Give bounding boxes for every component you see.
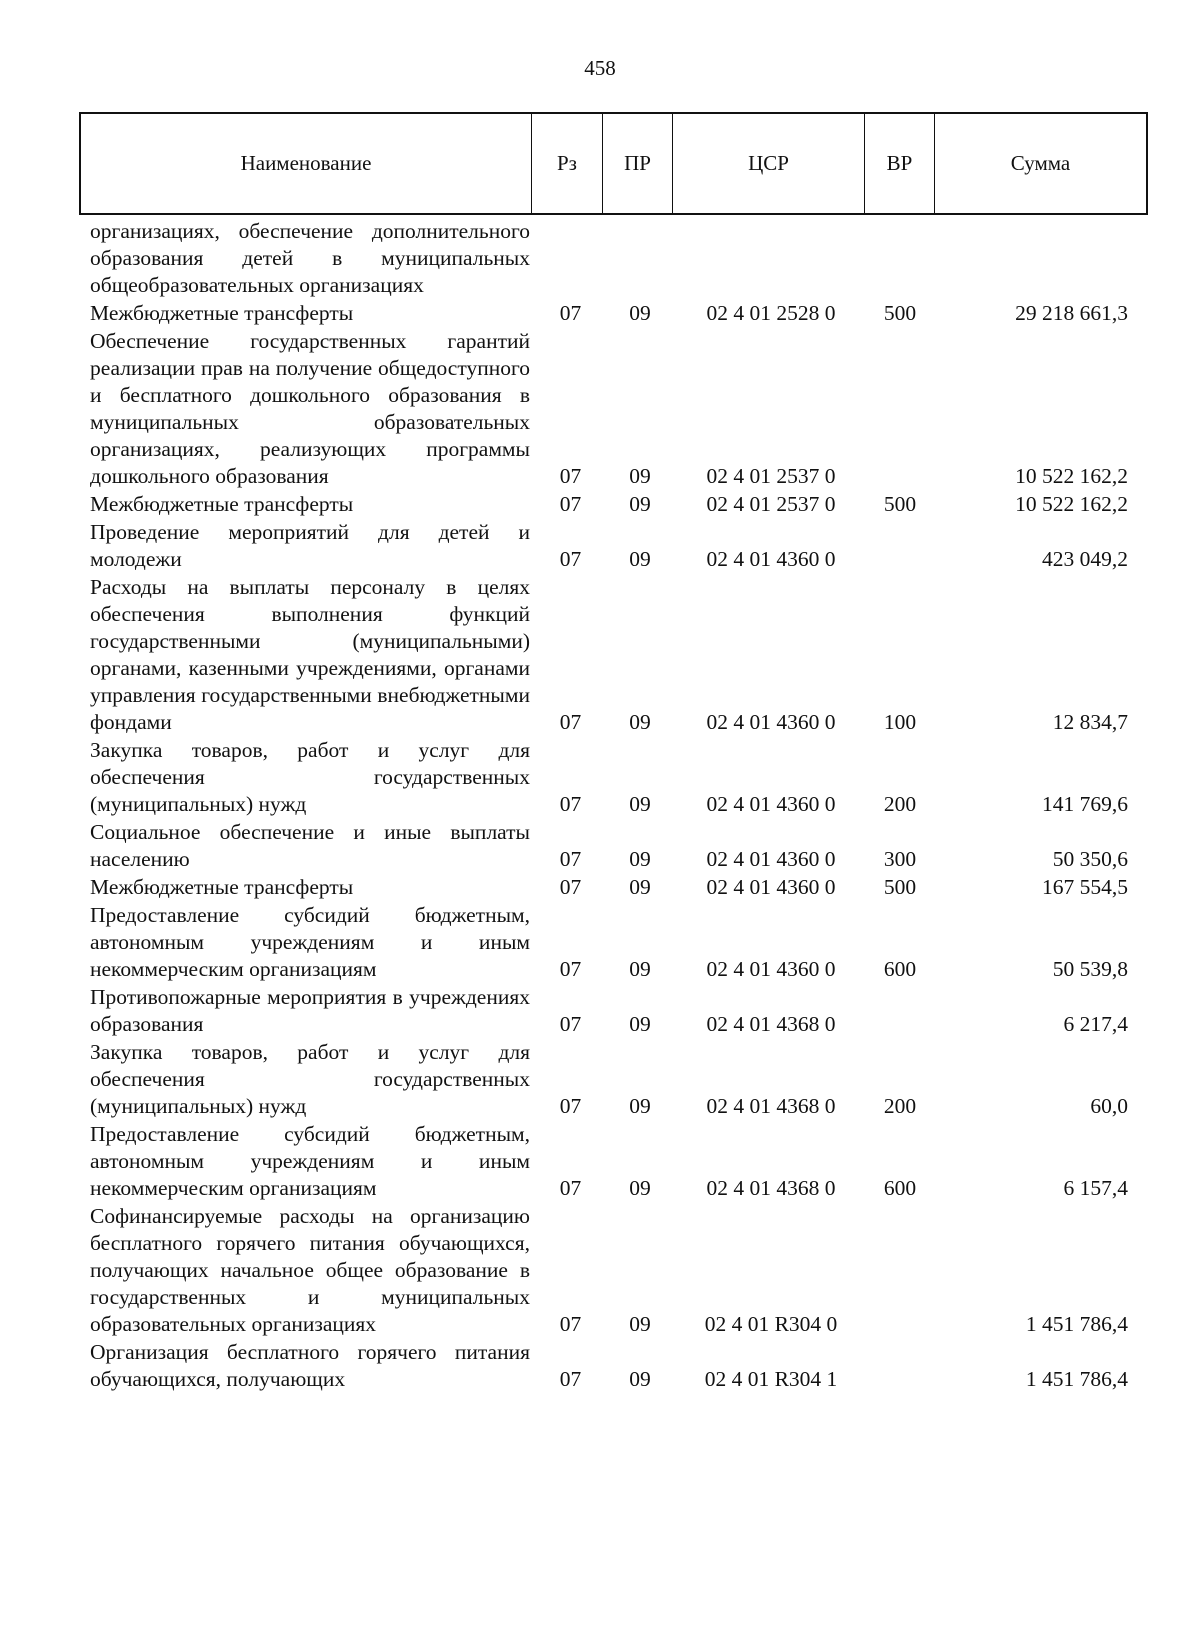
cell-sum: 10 522 162,2 bbox=[1015, 492, 1128, 516]
cell-sum: 1 451 786,4 bbox=[1025, 1367, 1128, 1391]
cell-rz: 07 bbox=[559, 1367, 582, 1391]
cell-vr: 500 bbox=[883, 301, 917, 325]
page-number: 458 bbox=[584, 56, 616, 80]
cell-pr: 09 bbox=[629, 1012, 651, 1036]
cell-sum: 1 451 786,4 bbox=[1025, 1312, 1128, 1336]
cell-sum: 10 522 162,2 bbox=[1015, 464, 1128, 488]
cell-sum: 6 157,4 bbox=[1063, 1176, 1128, 1200]
table-row bbox=[79, 218, 1148, 299]
cell-rz: 07 bbox=[559, 492, 582, 516]
cell-pr: 09 bbox=[629, 547, 651, 571]
cell-rz: 07 bbox=[559, 547, 582, 571]
cell-vr: 100 bbox=[883, 710, 917, 734]
cell-csr: 02 4 01 4360 0 bbox=[706, 875, 836, 899]
header-rz: Рз bbox=[532, 114, 603, 213]
table-row bbox=[79, 574, 1148, 736]
table-row bbox=[79, 737, 1148, 818]
cell-rz: 07 bbox=[559, 710, 582, 734]
table-body bbox=[79, 218, 1148, 1394]
cell-vr: 300 bbox=[883, 847, 917, 871]
cell-sum: 50 350,6 bbox=[1052, 847, 1128, 871]
table-row bbox=[79, 902, 1148, 983]
cell-csr: 02 4 01 4360 0 bbox=[706, 710, 836, 734]
table-row bbox=[79, 300, 1148, 327]
cell-sum: 60,0 bbox=[1090, 1094, 1128, 1118]
cell-sum: 6 217,4 bbox=[1063, 1012, 1128, 1036]
cell-rz: 07 bbox=[559, 847, 582, 871]
cell-rz: 07 bbox=[559, 1312, 582, 1336]
table-row bbox=[79, 1339, 1148, 1393]
header-pr: ПР bbox=[603, 114, 673, 213]
cell-rz: 07 bbox=[559, 1176, 582, 1200]
table-row bbox=[79, 1121, 1148, 1202]
table-row bbox=[79, 328, 1148, 490]
header-sum: Сумма bbox=[1010, 151, 1071, 175]
cell-vr: 600 bbox=[883, 957, 917, 981]
header-vr: ВР bbox=[865, 114, 935, 213]
cell-pr: 09 bbox=[629, 847, 651, 871]
cell-name: Расходы на выплаты персоналу в целях обеспечения выполнения функций государственными (муниципальными) органами, казенными учреждениями, органами управления государственными внебюджетными фондами bbox=[90, 575, 530, 734]
cell-name: Противопожарные мероприятия в учреждениях образования bbox=[90, 985, 530, 1036]
cell-vr: 500 bbox=[883, 875, 917, 899]
table-row bbox=[79, 874, 1148, 901]
cell-csr: 02 4 01 4360 0 bbox=[706, 547, 836, 571]
cell-name: Межбюджетные трансферты bbox=[90, 301, 354, 325]
cell-pr: 09 bbox=[629, 792, 651, 816]
table-row bbox=[79, 1039, 1148, 1120]
table-row bbox=[79, 1203, 1148, 1338]
cell-rz: 07 bbox=[559, 1094, 582, 1118]
cell-pr: 09 bbox=[629, 875, 651, 899]
cell-vr: 600 bbox=[883, 1176, 917, 1200]
cell-rz: 07 bbox=[559, 301, 582, 325]
table-row bbox=[79, 491, 1148, 518]
cell-pr: 09 bbox=[629, 464, 651, 488]
cell-csr: 02 4 01 4368 0 bbox=[706, 1012, 836, 1036]
cell-name: Предоставление субсидий бюджетным, автономным учреждениям и иным некоммерческим организациям bbox=[90, 903, 530, 981]
cell-name: Межбюджетные трансферты bbox=[90, 875, 354, 899]
cell-csr: 02 4 01 R304 1 bbox=[704, 1367, 838, 1391]
cell-csr: 02 4 01 4368 0 bbox=[706, 1176, 836, 1200]
cell-name: организациях, обеспечение дополнительного образования детей в муниципальных общеобразовательных организациях bbox=[90, 219, 530, 297]
cell-sum: 423 049,2 bbox=[1042, 547, 1128, 571]
cell-name: Софинансируемые расходы на организацию бесплатного горячего питания обучающихся, получающих начальное общее образование в государственных и муниципальных образовательных организациях bbox=[90, 1204, 530, 1336]
cell-csr: 02 4 01 4360 0 bbox=[706, 957, 836, 981]
table-row bbox=[79, 519, 1148, 573]
cell-csr: 02 4 01 4368 0 bbox=[706, 1094, 836, 1118]
cell-vr: 500 bbox=[883, 492, 917, 516]
cell-sum: 50 539,8 bbox=[1052, 957, 1128, 981]
cell-pr: 09 bbox=[629, 492, 651, 516]
cell-csr: 02 4 01 2528 0 bbox=[706, 301, 836, 325]
cell-rz: 07 bbox=[559, 792, 582, 816]
cell-name: Закупка товаров, работ и услуг для обеспечения государственных (муниципальных) нужд bbox=[90, 1040, 530, 1118]
cell-csr: 02 4 01 4360 0 bbox=[706, 792, 836, 816]
table-header bbox=[79, 112, 1148, 215]
cell-pr: 09 bbox=[629, 301, 651, 325]
cell-sum: 12 834,7 bbox=[1052, 710, 1128, 734]
cell-name: Организация бесплатного горячего питания обучающихся, получающих bbox=[90, 1340, 530, 1391]
cell-vr: 200 bbox=[883, 1094, 917, 1118]
cell-pr: 09 bbox=[629, 1312, 651, 1336]
cell-pr: 09 bbox=[629, 957, 651, 981]
cell-vr: 200 bbox=[883, 792, 917, 816]
table-row bbox=[79, 984, 1148, 1038]
cell-rz: 07 bbox=[559, 957, 582, 981]
cell-csr: 02 4 01 R304 0 bbox=[704, 1312, 838, 1336]
cell-name: Предоставление субсидий бюджетным, автономным учреждениям и иным некоммерческим организациям bbox=[90, 1122, 530, 1200]
cell-sum: 141 769,6 bbox=[1042, 792, 1128, 816]
cell-name: Социальное обеспечение и иные выплаты населению bbox=[90, 820, 530, 871]
header-csr: ЦСР bbox=[673, 114, 865, 213]
cell-name: Проведение мероприятий для детей и молодежи bbox=[90, 520, 530, 571]
cell-csr: 02 4 01 2537 0 bbox=[706, 464, 836, 488]
cell-csr: 02 4 01 2537 0 bbox=[706, 492, 836, 516]
cell-sum: 167 554,5 bbox=[1042, 875, 1128, 899]
cell-pr: 09 bbox=[629, 1094, 651, 1118]
cell-rz: 07 bbox=[559, 875, 582, 899]
cell-pr: 09 bbox=[629, 1176, 651, 1200]
cell-pr: 09 bbox=[629, 710, 651, 734]
cell-name: Межбюджетные трансферты bbox=[90, 492, 354, 516]
cell-name: Закупка товаров, работ и услуг для обеспечения государственных (муниципальных) нужд bbox=[90, 738, 530, 816]
cell-rz: 07 bbox=[559, 1012, 582, 1036]
cell-name: Обеспечение государственных гарантий реализации прав на получение общедоступного и бесплатного дошкольного образования в муниципальных образовательных организациях, реализующих программы дошкольного образования bbox=[90, 329, 530, 488]
header-name: Наименование bbox=[81, 114, 532, 213]
cell-rz: 07 bbox=[559, 464, 582, 488]
table-row bbox=[79, 819, 1148, 873]
cell-csr: 02 4 01 4360 0 bbox=[706, 847, 836, 871]
cell-sum: 29 218 661,3 bbox=[1015, 301, 1128, 325]
cell-pr: 09 bbox=[629, 1367, 651, 1391]
